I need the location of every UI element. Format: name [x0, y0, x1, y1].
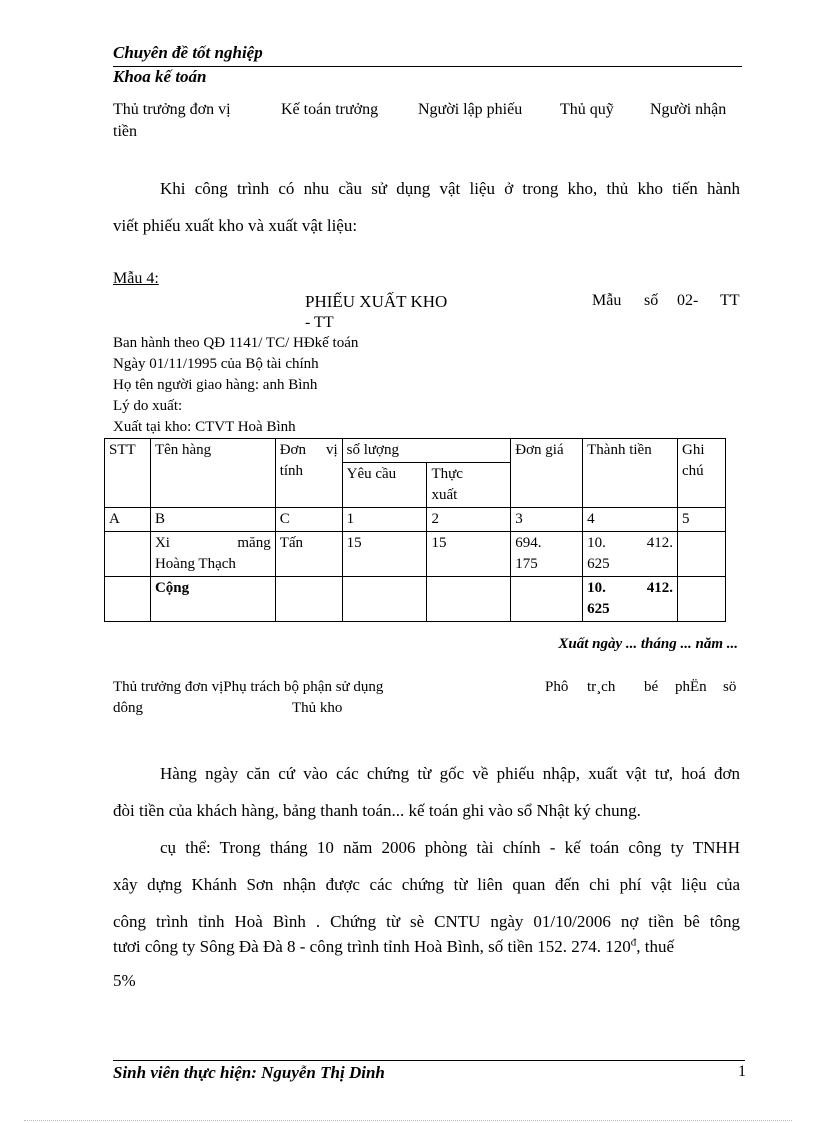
sig-cashier: Thủ quỹ	[560, 101, 614, 118]
th-stt: STT	[105, 439, 151, 508]
para2-line1: cụ thể: Trong tháng 10 năm 2006 phòng tài chính - kế toán công ty TNHH	[160, 838, 740, 857]
sig-receiver: Người nhận	[650, 101, 727, 118]
form-line-warehouse: Xuất tại kho: CTVT Hoà Bình	[113, 419, 296, 435]
form-line-reason: Lý do xuất:	[113, 398, 183, 414]
footer-author: Sinh viên thực hiện: Nguyễn Thị Dinh	[113, 1063, 385, 1082]
page-number: 1	[738, 1063, 746, 1080]
form-line-date: Ngày 01/11/1995 của Bộ tài chính	[113, 356, 319, 372]
page-edge	[24, 1120, 792, 1121]
form-code: Mẫu số 02- TT	[592, 292, 740, 309]
sig-head-unit: Thủ trưởng đơn vị	[113, 101, 231, 118]
issue-slip-table	[104, 438, 726, 622]
cell-unit-price: 694. 175	[511, 532, 583, 577]
th-requested: Yêu cầu	[342, 463, 427, 508]
form-code-wrap: - TT	[305, 314, 334, 331]
intro-line-2: viết phiếu xuất kho và xuất vật liệu:	[113, 216, 358, 235]
form-label: Mẫu 4:	[113, 270, 159, 287]
signatures-bottom-storekeeper: Thủ kho	[292, 700, 343, 716]
signatures-top	[113, 101, 740, 121]
table-total-row	[105, 577, 726, 622]
table-code-row: A B C 1 2 3 4 5	[105, 508, 726, 532]
th-unit-price: Đơn giá	[511, 439, 583, 508]
cell-amount: 10. 412. 625	[583, 532, 678, 577]
para2-line4: tươi công ty Sông Đà Đà 8 - công trình tỉnh Hoà Bình, số tiền 152. 274. $120^đ$, thuế	[113, 936, 675, 956]
form-title: PHIẾU XUẤT KHO	[305, 292, 448, 311]
cell-issued: 15	[427, 532, 511, 577]
signatures-bottom-line2-left: dông	[113, 700, 143, 716]
th-unit: Đơn vị tính	[275, 439, 342, 508]
signatures-bottom-right: Phô tr¸ch bé phËn sö	[545, 679, 737, 695]
sig-receiver-wrap: tiền	[113, 123, 137, 140]
header-faculty: Khoa kế toán	[113, 67, 207, 86]
th-quantity: số lượng	[342, 439, 511, 463]
form-line-deliverer: Họ tên người giao hàng: anh Bình	[113, 377, 318, 393]
intro-line-1: Khi công trình có nhu cầu sử dụng vật liệu ở trong kho, thủ kho tiến hành	[160, 179, 740, 198]
cell-item-name: Xi măng Hoàng Thạch	[150, 532, 275, 577]
cell-unit: Tấn	[275, 532, 342, 577]
para2-line3: công trình tỉnh Hoà Bình . Chứng từ sè CNTU ngày 01/10/2006 nợ tiền bê tông	[113, 912, 740, 931]
form-line-decision: Ban hành theo QĐ 1141/ TC/ HĐkế toán	[113, 335, 359, 351]
header-rule	[113, 66, 742, 67]
header-topic: Chuyên đề tốt nghiệp	[113, 43, 263, 62]
para1-line1: Hàng ngày căn cứ vào các chứng từ gốc về phiếu nhập, xuất vật tư, hoá đơn	[160, 764, 740, 783]
th-issued: Thực xuất	[427, 463, 511, 508]
table-row	[105, 532, 726, 577]
issue-date-line: Xuất ngày ... tháng ... năm ...	[558, 636, 738, 652]
para2-line2: xây dựng Khánh Sơn nhận được các chứng từ liên quan đến chi phí vật liệu của	[113, 875, 740, 894]
cell-total-amount: 10. 412. 625	[583, 577, 678, 622]
sig-chief-accountant: Kế toán trưởng	[281, 101, 379, 118]
sig-preparer: Người lập phiếu	[418, 101, 523, 118]
para2-line5: 5%	[113, 971, 136, 990]
th-note: Ghi chú	[677, 439, 725, 508]
cell-total-label: Cộng	[150, 577, 275, 622]
table-header-row	[105, 439, 726, 463]
para1-line2: đòi tiền của khách hàng, bảng thanh toán... kế toán ghi vào sổ Nhật ký chung.	[113, 801, 641, 820]
signatures-bottom-left: Thủ trưởng đơn vịPhụ trách bộ phận sử dụng	[113, 679, 384, 695]
th-amount: Thành tiền	[583, 439, 678, 508]
cell-requested: 15	[342, 532, 427, 577]
footer-rule	[113, 1060, 745, 1061]
th-item-name: Tên hàng	[150, 439, 275, 508]
